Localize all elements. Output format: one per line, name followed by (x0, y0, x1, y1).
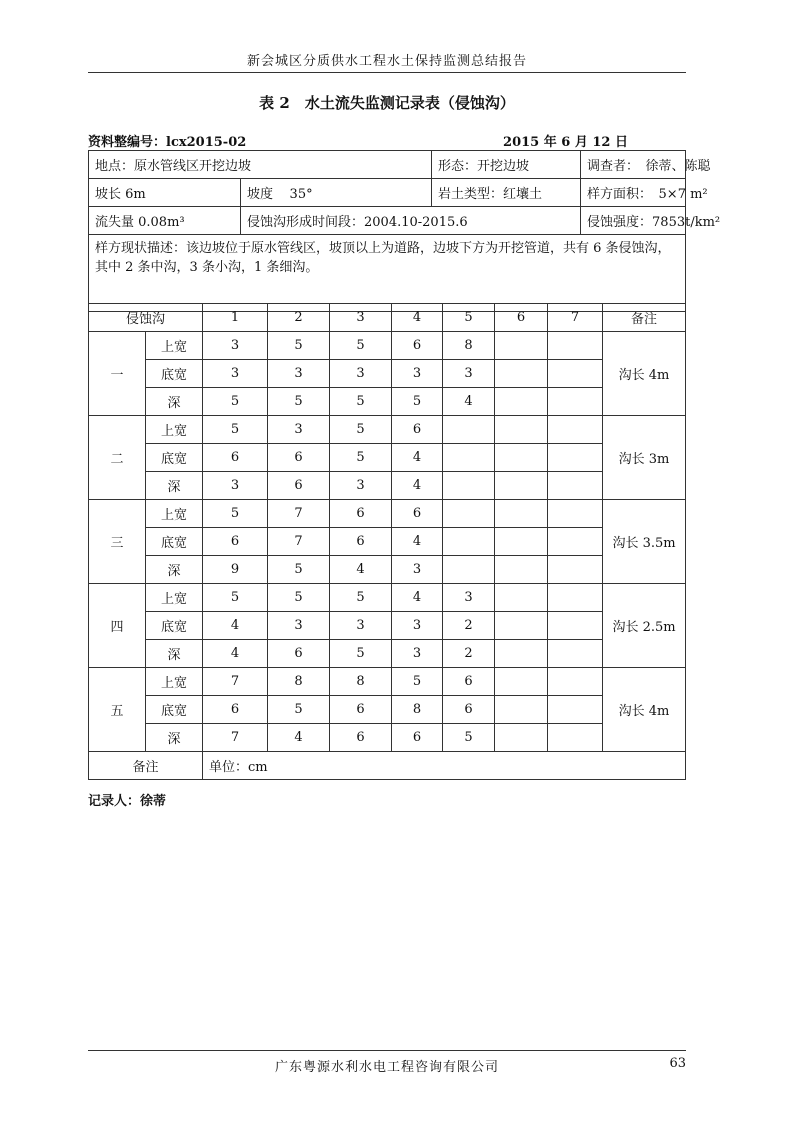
measure-label: 底宽 (146, 696, 203, 724)
measure-cell: 3 (330, 612, 392, 640)
measure-cell: 6 (330, 500, 392, 528)
measure-cell: 3 (392, 640, 443, 668)
measure-cell: 4 (392, 584, 443, 612)
measure-cell (548, 388, 603, 416)
measure-cell: 6 (392, 724, 443, 752)
measure-cell (548, 444, 603, 472)
record-no-label: 资料整编号： (88, 135, 167, 150)
page-number: 63 (669, 1056, 686, 1071)
measure-cell: 8 (392, 696, 443, 724)
measure-cell: 3 (268, 612, 330, 640)
measure-cell: 4 (392, 528, 443, 556)
erosion-gully-table (88, 303, 686, 780)
measure-cell (495, 584, 548, 612)
measure-cell: 5 (330, 640, 392, 668)
record-meta (88, 131, 628, 150)
info-row-4 (89, 235, 686, 312)
recorder: 记录人：徐蒂 (88, 794, 167, 809)
table-row (89, 360, 686, 388)
gully-group-label: 五 (89, 668, 146, 752)
measure-label: 上宽 (146, 584, 203, 612)
record-no: lcx2015-02 (166, 135, 247, 150)
gully-group-label: 三 (89, 500, 146, 584)
measure-cell: 6 (330, 724, 392, 752)
measure-cell: 5 (203, 388, 268, 416)
measure-cell: 6 (203, 696, 268, 724)
measure-cell: 6 (203, 528, 268, 556)
table-row (89, 724, 686, 752)
slope-length-cell: 坡长 6m (89, 179, 241, 207)
table-row (89, 668, 686, 696)
table-row (89, 332, 686, 360)
measure-cell (443, 528, 495, 556)
gully-length-note: 沟长 4m (603, 332, 686, 416)
loss-cell: 流失量 0.08m³ (89, 207, 241, 235)
measure-label: 深 (146, 388, 203, 416)
measure-label: 上宽 (146, 416, 203, 444)
measure-cell (548, 500, 603, 528)
measure-cell: 5 (268, 332, 330, 360)
measure-cell: 5 (203, 416, 268, 444)
measure-cell: 6 (443, 696, 495, 724)
measure-label: 深 (146, 724, 203, 752)
measure-cell: 3 (443, 584, 495, 612)
measure-cell: 6 (392, 416, 443, 444)
soil-type-cell: 岩土类型：红壤土 (432, 179, 581, 207)
header-rule (88, 72, 686, 73)
measure-cell (495, 556, 548, 584)
measure-cell: 5 (330, 332, 392, 360)
column-header-5: 5 (443, 304, 495, 332)
document-title: 表 2 水土流失监测记录表（侵蚀沟） (259, 94, 515, 112)
info-row-2 (89, 179, 686, 207)
table-row (89, 640, 686, 668)
measure-cell: 3 (268, 360, 330, 388)
measure-cell: 8 (443, 332, 495, 360)
measure-cell: 3 (443, 360, 495, 388)
measure-label: 底宽 (146, 360, 203, 388)
measure-cell (548, 640, 603, 668)
measure-cell: 3 (392, 556, 443, 584)
measure-cell (443, 500, 495, 528)
measure-cell: 6 (443, 668, 495, 696)
measure-cell: 5 (443, 724, 495, 752)
measure-cell (548, 724, 603, 752)
grid-header-row (89, 304, 686, 332)
column-header-4: 4 (392, 304, 443, 332)
measure-cell: 6 (203, 444, 268, 472)
measure-cell (495, 388, 548, 416)
measure-cell: 5 (330, 416, 392, 444)
measure-cell: 4 (203, 640, 268, 668)
intensity-cell: 侵蚀强度：7853t/km² (581, 207, 686, 235)
measure-cell (548, 612, 603, 640)
measure-cell: 3 (203, 332, 268, 360)
measure-cell: 4 (443, 388, 495, 416)
running-header: 新会城区分质供水工程水土保持监测总结报告 (246, 54, 527, 69)
gully-group-label: 二 (89, 416, 146, 500)
measure-cell: 2 (443, 640, 495, 668)
measure-cell: 7 (268, 500, 330, 528)
measure-cell (548, 332, 603, 360)
measure-cell: 4 (203, 612, 268, 640)
measure-cell: 6 (268, 444, 330, 472)
measure-cell: 3 (203, 360, 268, 388)
remark-label: 备注 (89, 752, 203, 780)
measure-cell (443, 472, 495, 500)
remark-header: 备注 (603, 304, 686, 332)
measure-cell (548, 556, 603, 584)
measure-label: 上宽 (146, 332, 203, 360)
form-cell: 形态：开挖边坡 (432, 151, 581, 179)
measure-cell (495, 696, 548, 724)
measure-cell: 4 (392, 444, 443, 472)
table-row (89, 444, 686, 472)
measure-cell (548, 472, 603, 500)
measure-label: 底宽 (146, 528, 203, 556)
measure-cell: 6 (268, 640, 330, 668)
measure-cell (548, 416, 603, 444)
measure-cell (495, 360, 548, 388)
measure-cell: 6 (330, 696, 392, 724)
measure-cell: 4 (392, 472, 443, 500)
column-header-7: 7 (548, 304, 603, 332)
measure-cell: 3 (330, 360, 392, 388)
measure-label: 深 (146, 640, 203, 668)
measure-cell: 7 (268, 528, 330, 556)
gully-group-label: 一 (89, 332, 146, 416)
measure-cell (495, 416, 548, 444)
measure-cell: 6 (392, 332, 443, 360)
measure-cell: 3 (392, 360, 443, 388)
info-row-1 (89, 151, 686, 179)
measure-cell: 3 (203, 472, 268, 500)
table-row (89, 584, 686, 612)
measure-cell: 5 (392, 668, 443, 696)
site-info-table (88, 150, 721, 312)
table-row (89, 416, 686, 444)
grid-footer-row (89, 752, 686, 780)
measure-cell: 5 (268, 696, 330, 724)
measure-label: 上宽 (146, 500, 203, 528)
measure-cell: 4 (330, 556, 392, 584)
measure-cell (548, 668, 603, 696)
measure-cell: 3 (330, 472, 392, 500)
measure-cell (443, 556, 495, 584)
measure-cell (548, 360, 603, 388)
info-row-3 (89, 207, 686, 235)
unit-note: 单位：cm (203, 752, 686, 780)
measure-cell: 5 (203, 584, 268, 612)
gully-length-note: 沟长 3.5m (603, 500, 686, 584)
measure-cell: 5 (330, 444, 392, 472)
record-date: 2015 年 6 月 12 日 (503, 135, 628, 150)
period-cell: 侵蚀沟形成时间段：2004.10-2015.6 (241, 207, 581, 235)
gully-group-label: 四 (89, 584, 146, 668)
measure-cell: 3 (268, 416, 330, 444)
column-header-6: 6 (495, 304, 548, 332)
measure-label: 底宽 (146, 444, 203, 472)
measure-label: 深 (146, 556, 203, 584)
column-header-3: 3 (330, 304, 392, 332)
measure-cell (443, 416, 495, 444)
measure-cell (443, 444, 495, 472)
measure-cell (495, 724, 548, 752)
measure-cell (495, 472, 548, 500)
measure-cell: 8 (330, 668, 392, 696)
gully-header: 侵蚀沟 (89, 304, 203, 332)
table-row (89, 556, 686, 584)
measure-cell (495, 332, 548, 360)
measure-cell (548, 696, 603, 724)
measure-cell (495, 500, 548, 528)
measure-cell (548, 584, 603, 612)
measure-cell (495, 612, 548, 640)
gully-length-note: 沟长 4m (603, 668, 686, 752)
footer-company: 广东粤源水利水电工程咨询有限公司 (274, 1060, 499, 1075)
measure-cell (495, 640, 548, 668)
measure-cell: 3 (392, 612, 443, 640)
measure-cell: 5 (330, 388, 392, 416)
gully-length-note: 沟长 2.5m (603, 584, 686, 668)
slope-value: 35° (289, 187, 313, 202)
measure-cell: 7 (203, 724, 268, 752)
measure-cell: 5 (268, 556, 330, 584)
measure-cell: 6 (330, 528, 392, 556)
sample-area-cell: 样方面积： 5×7 m² (581, 179, 686, 207)
measure-cell: 5 (203, 500, 268, 528)
measure-label: 深 (146, 472, 203, 500)
measure-cell (548, 528, 603, 556)
slope-cell (241, 179, 432, 207)
table-row (89, 696, 686, 724)
table-row (89, 500, 686, 528)
measure-label: 底宽 (146, 612, 203, 640)
table-row (89, 472, 686, 500)
measure-cell: 4 (268, 724, 330, 752)
measure-cell: 5 (268, 584, 330, 612)
measure-cell (495, 668, 548, 696)
measure-cell: 2 (443, 612, 495, 640)
measure-cell: 6 (392, 500, 443, 528)
measure-cell: 5 (268, 388, 330, 416)
investigators-cell: 调查者： 徐蒂、陈聪 (581, 151, 686, 179)
footer-rule (88, 1050, 686, 1051)
gully-length-note: 沟长 3m (603, 416, 686, 500)
measure-cell: 6 (268, 472, 330, 500)
measure-cell: 7 (203, 668, 268, 696)
description-cell: 样方现状描述：该边坡位于原水管线区，坡顶以上为道路，边坡下方为开挖管道，共有 6 条侵蚀沟，其中 2 条中沟，3 条小沟，1 条细沟。 (89, 235, 686, 312)
measure-cell: 9 (203, 556, 268, 584)
location-cell: 地点：原水管线区开挖边坡 (89, 151, 432, 179)
measure-cell: 8 (268, 668, 330, 696)
table-row (89, 612, 686, 640)
measure-cell: 5 (392, 388, 443, 416)
column-header-1: 1 (203, 304, 268, 332)
column-header-2: 2 (268, 304, 330, 332)
table-row (89, 528, 686, 556)
measure-cell: 5 (330, 584, 392, 612)
measure-cell (495, 444, 548, 472)
table-row (89, 388, 686, 416)
measure-cell (495, 528, 548, 556)
slope-label: 坡度 (247, 187, 274, 202)
measure-label: 上宽 (146, 668, 203, 696)
